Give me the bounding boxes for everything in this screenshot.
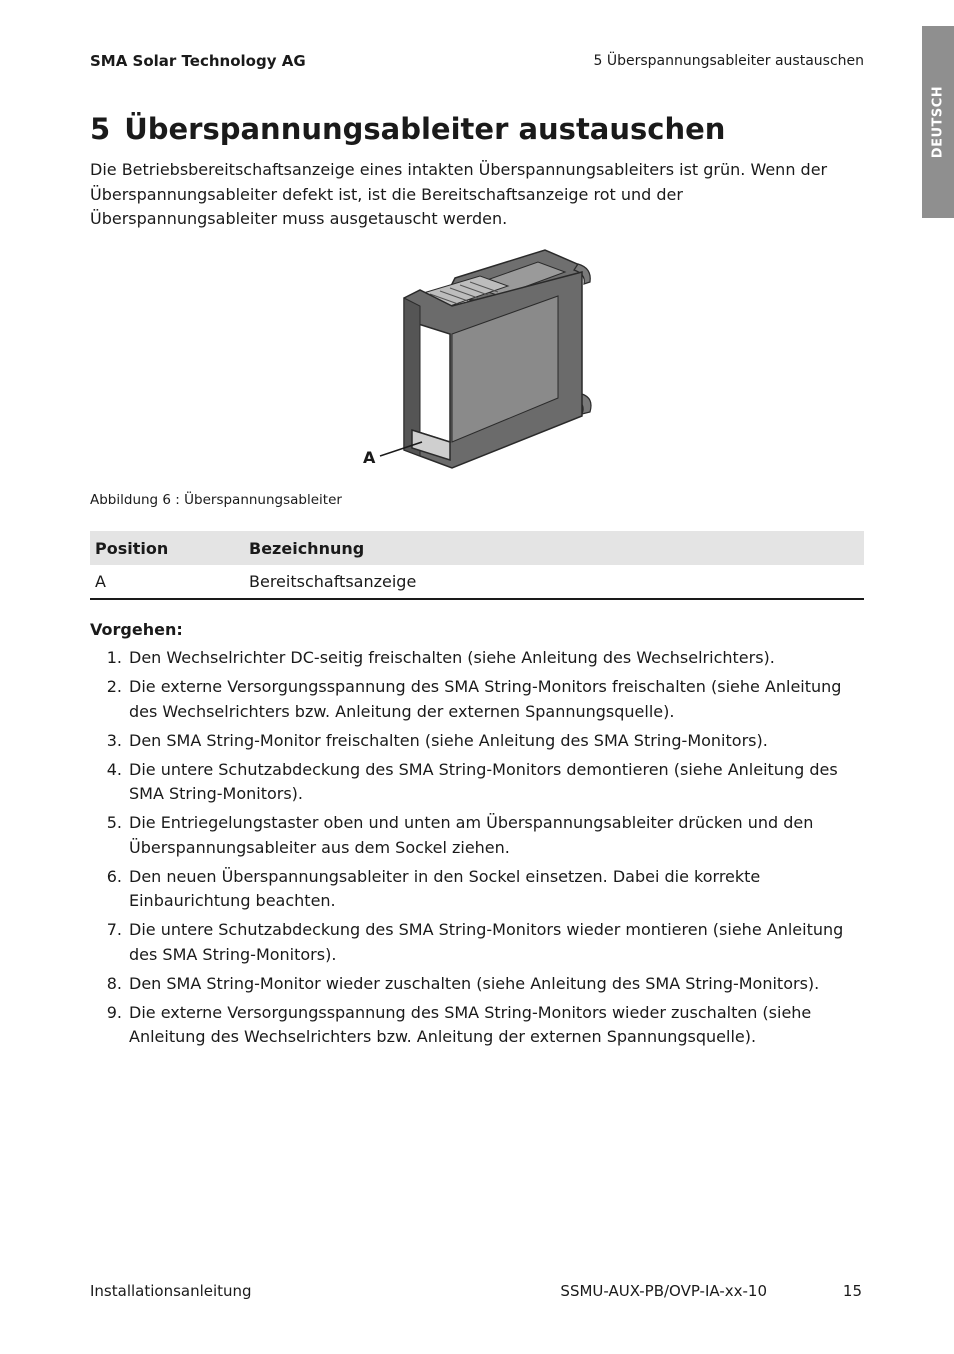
step-text: Die untere Schutzabdeckung des SMA String-Monitors demontieren (siehe Anleitung des SMA String-Monitors).: [129, 759, 838, 803]
step-number: 8.: [106, 973, 122, 993]
surge-arrester-figure: [360, 246, 600, 474]
step-number: 9.: [106, 1002, 122, 1022]
legend-header-row: [90, 531, 864, 565]
procedure-title: Vorgehen:: [90, 620, 183, 639]
legend-header-position: Position: [90, 531, 244, 565]
legend-header-designation: Bezeichnung: [244, 531, 864, 565]
list-item: [90, 811, 864, 860]
page-number: 15: [842, 1282, 862, 1300]
step-number: 2.: [106, 677, 122, 696]
table-row: [90, 565, 864, 599]
figure-caption: Abbildung 6 : Überspannungsableiter: [90, 492, 342, 508]
chapter-title: [90, 112, 725, 146]
legend-table: [90, 531, 864, 600]
list-item: [90, 758, 864, 807]
step-number: 5.: [106, 813, 122, 832]
list-item: [90, 646, 864, 671]
intro-paragraph: Die Betriebsbereitschaftsanzeige eines intakten Überspannungsableiters ist grün. Wenn der Überspannungsableiter defekt ist, ist die Bereitschaftsanzeige rot und der Überspannungsableiter muss ausgetauscht werden.: [90, 160, 828, 228]
list-item: [90, 675, 864, 724]
step-number: 7.: [106, 920, 122, 939]
step-text: Die untere Schutzabdeckung des SMA String-Monitors wieder montieren (siehe Anleitung des SMA String-Monitors).: [129, 920, 844, 964]
language-tab-label: DEUTSCH: [930, 85, 946, 159]
list-item: [90, 918, 864, 967]
step-number: 3.: [106, 730, 122, 750]
chapter-title-text: Überspannungsableiter austauschen: [124, 112, 726, 146]
list-item: [90, 972, 864, 997]
step-text: Die externe Versorgungsspannung des SMA String-Monitors wieder zuschalten (siehe Anleitung des Wechselrichters bzw. Anleitung der externen Spannungsquelle).: [129, 1002, 812, 1046]
step-text: Den Wechselrichter DC-seitig freischalten (siehe Anleitung des Wechselrichters).: [129, 648, 775, 667]
list-item: [90, 1001, 864, 1050]
language-tab: [922, 26, 954, 218]
header-company: SMA Solar Technology AG: [90, 52, 306, 70]
step-text: Den SMA String-Monitor freischalten (siehe Anleitung des SMA String-Monitors).: [129, 730, 768, 750]
surge-arrester-illustration: [360, 246, 600, 474]
header-section: 5 Überspannungsableiter austauschen: [593, 53, 864, 69]
legend-cell-designation: Bereitschaftsanzeige: [244, 565, 864, 599]
step-text: Den neuen Überspannungsableiter in den Sockel einsetzen. Dabei die korrekte Einbaurichtung beachten.: [129, 866, 761, 910]
figure-label-a: A: [363, 448, 376, 467]
step-number: 1.: [106, 648, 122, 667]
chapter-number: 5: [90, 112, 111, 146]
step-text: Die externe Versorgungsspannung des SMA String-Monitors freischalten (siehe Anleitung des Wechselrichters bzw. Anleitung der externen Spannungsquelle).: [129, 677, 842, 721]
footer-doc-id: SSMU-AUX-PB/OVP-IA-xx-10: [560, 1282, 767, 1300]
step-text: Den SMA String-Monitor wieder zuschalten (siehe Anleitung des SMA String-Monitors).: [129, 973, 820, 993]
procedure-steps: [90, 646, 864, 1054]
legend-cell-position: A: [90, 565, 244, 599]
list-item: [90, 729, 864, 754]
footer-doc-type: Installationsanleitung: [90, 1282, 252, 1300]
list-item: [90, 865, 864, 914]
step-number: 6.: [106, 866, 122, 886]
step-number: 4.: [106, 759, 122, 779]
step-text: Die Entriegelungstaster oben und unten am Überspannungsableiter drücken und den Überspannungsableiter aus dem Sockel ziehen.: [129, 813, 814, 857]
